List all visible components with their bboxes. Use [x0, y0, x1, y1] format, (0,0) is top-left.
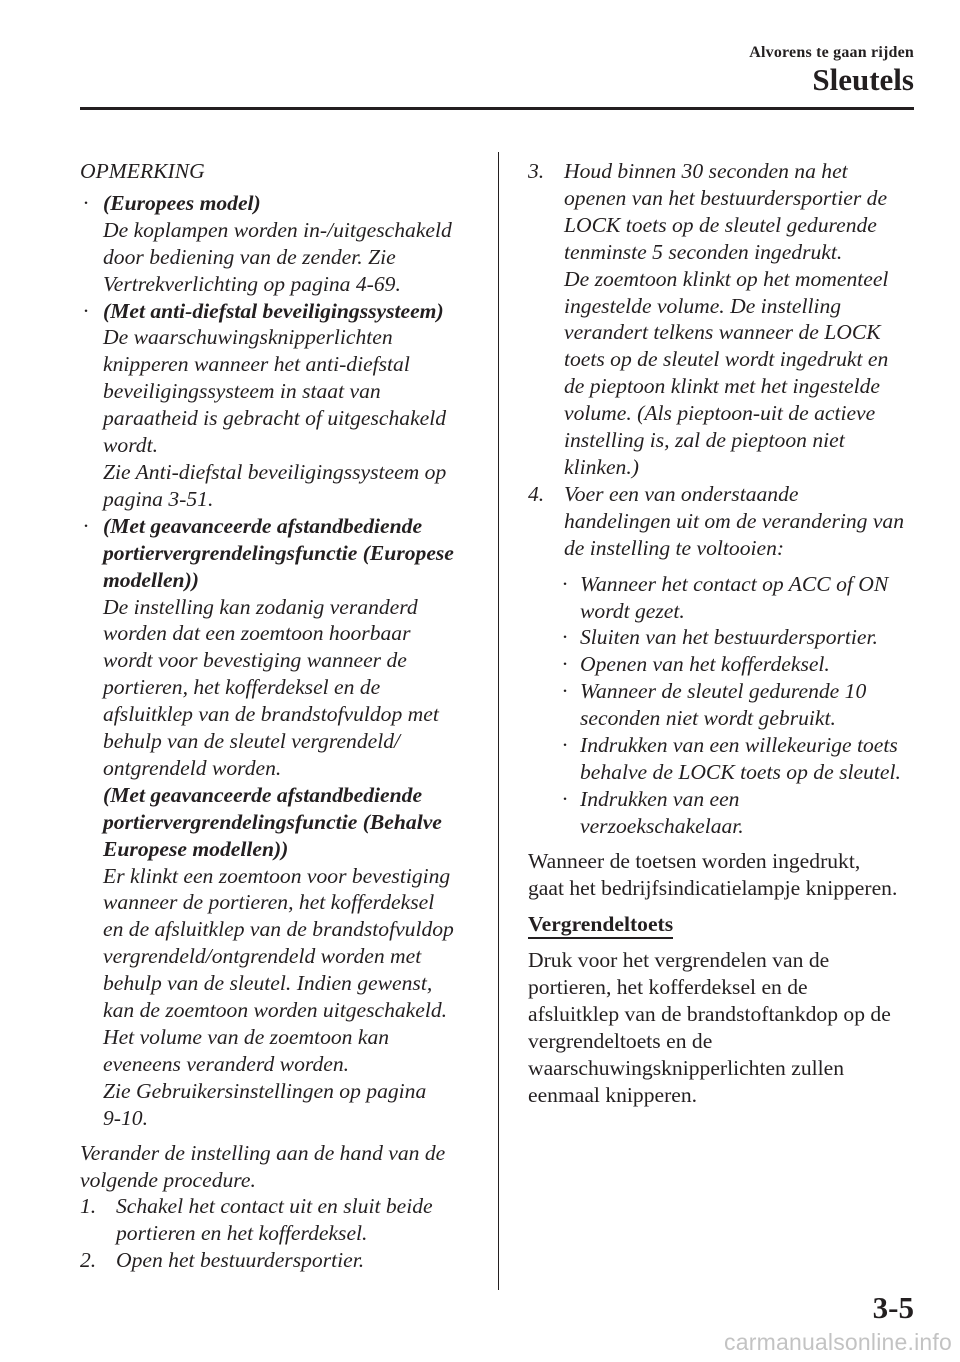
note-line: vergrendeld/ontgrendeld worden met [103, 944, 422, 969]
procedure-step-2 [80, 1247, 475, 1274]
note-line: portieren, het kofferdeksel en de [103, 675, 381, 700]
right-column [528, 158, 924, 1109]
note-line: wordt voor bevestiging wanneer de [103, 648, 407, 673]
paragraph-line: waarschuwingsknipperlichten zullen [528, 1056, 845, 1081]
step-line: volume. (Als pieptoon-uit de actieve [564, 401, 876, 426]
step-line: Voer een van onderstaande [564, 481, 799, 506]
note-line: door bediening van de zender. Zie [103, 244, 396, 269]
list-line: Wanneer de sleutel gedurende 10 [580, 679, 867, 704]
step-line: LOCK toets op de sleutel gedurende [564, 212, 877, 237]
list-line: verzoekschakelaar. [580, 813, 744, 838]
intro-line: Verander de instelling aan de hand van de [80, 1140, 446, 1165]
paragraph-line: Wanneer de toetsen worden ingedrukt, [528, 848, 861, 873]
list-line: Indrukken van een [580, 786, 740, 811]
bullet-dot: · [83, 190, 89, 215]
list-item [528, 732, 924, 786]
paragraph-line: gaat het bedrijfsindicatielampje knipperen. [528, 875, 898, 900]
completion-options-list [528, 571, 924, 840]
note-line: kan de zoemtoon worden uitgeschakeld. [103, 998, 448, 1023]
vergrendeltoets-heading: Vergrendeltoets [528, 912, 673, 939]
note-line: wordt. [103, 433, 158, 458]
note-line: Zie Gebruikersinstellingen op pagina [103, 1078, 427, 1103]
step-line: instelling is, zal de pieptoon niet [564, 428, 845, 453]
bullet-dot: · [562, 679, 568, 704]
note-line: (Met geavanceerde afstandbediende [103, 513, 423, 538]
step-number: 2. [80, 1248, 97, 1273]
step-line: portieren en het kofferdeksel. [116, 1221, 368, 1246]
note-line: (Met anti-diefstal beveiligingssysteem) [103, 298, 444, 323]
procedure-step-3 [528, 158, 924, 481]
paragraph-line: portieren, het kofferdeksel en de [528, 975, 808, 1000]
list-line: Wanneer het contact op ACC of ON [580, 571, 889, 596]
note-bullet-afstandbediening [80, 513, 475, 1132]
procedure-intro [80, 1140, 475, 1194]
column-divider [498, 152, 499, 1290]
note-line: Vertrekverlichting op pagina 4-69. [103, 271, 401, 296]
note-line: De koplampen worden in-/uitgeschakeld [103, 217, 452, 242]
note-bullet-europees-model [80, 190, 475, 298]
step-number: 4. [528, 481, 545, 506]
step-line: de pieptoon klinkt met het ingestelde [564, 374, 881, 399]
note-line: (Met geavanceerde afstandbediende [103, 782, 423, 807]
indicator-paragraph [528, 848, 924, 902]
page-number: 3-5 [872, 1290, 914, 1325]
step-line: Open het bestuurdersportier. [116, 1248, 365, 1273]
step-line: openen van het bestuurdersportier de [564, 185, 888, 210]
list-line: Sluiten van het bestuurdersportier. [580, 625, 878, 650]
note-line: De waarschuwingsknipperlichten [103, 325, 393, 350]
list-line: behalve de LOCK toets op de sleutel. [580, 759, 901, 784]
note-line: behulp van de sleutel vergrendeld/ [103, 729, 401, 754]
note-line: ontgrendeld worden. [103, 755, 282, 780]
step-line: toets op de sleutel wordt ingedrukt en [564, 347, 889, 372]
step-number: 1. [80, 1194, 97, 1219]
bullet-dot: · [83, 513, 89, 538]
left-column [80, 158, 475, 1274]
paragraph-line: eenmaal knipperen. [528, 1083, 698, 1107]
note-line: behulp van de sleutel. Indien gewenst, [103, 971, 433, 996]
note-line: modellen)) [103, 567, 199, 592]
procedure-step-4 [528, 481, 924, 562]
step-line: tenminste 5 seconden ingedrukt. [564, 239, 843, 264]
list-line: wordt gezet. [580, 598, 685, 623]
bullet-dot: · [562, 652, 568, 677]
step-line: klinken.) [564, 454, 639, 479]
note-line: De instelling kan zodanig veranderd [103, 594, 418, 619]
list-line: seconden niet wordt gebruikt. [580, 706, 836, 731]
note-line: afsluitklep van de brandstofvuldop met [103, 702, 439, 727]
note-line: eveneens veranderd worden. [103, 1051, 350, 1076]
note-line: Er klinkt een zoemtoon voor bevestiging [103, 863, 451, 888]
step-line: ingestelde volume. De instelling [564, 293, 842, 318]
intro-line: volgende procedure. [80, 1167, 256, 1192]
note-line: Europese modellen)) [103, 836, 289, 861]
note-line: (Europees model) [103, 190, 261, 215]
list-item [528, 678, 924, 732]
chapter-title: Alvorens te gaan rijden [749, 44, 914, 61]
vergrendeltoets-paragraph [528, 947, 924, 1108]
step-line: handelingen uit om de verandering van [564, 508, 905, 533]
step-number: 3. [528, 159, 545, 183]
bullet-dot: · [562, 733, 568, 758]
step-line: verandert telkens wanneer de LOCK [564, 320, 881, 345]
note-line: pagina 3-51. [103, 486, 214, 511]
step-line: Schakel het contact uit en sluit beide [116, 1194, 433, 1219]
note-line: knipperen wanneer het anti-diefstal [103, 352, 410, 377]
paragraph-line: afsluitklep van de brandstoftankdop op de [528, 1002, 891, 1027]
watermark: carmanualsonline.info [724, 1329, 952, 1355]
note-line: worden dat een zoemtoon hoorbaar [103, 621, 411, 646]
note-line: 9-10. [103, 1105, 148, 1130]
note-bullet-anti-diefstal [80, 298, 475, 513]
bullet-dot: · [562, 625, 568, 650]
bullet-dot: · [562, 571, 568, 596]
header-rule [80, 107, 914, 110]
note-line: beveiligingssysteem in staat van [103, 379, 381, 404]
paragraph-line: Druk voor het vergrendelen van de [528, 948, 830, 973]
list-item [528, 624, 924, 651]
step-line: De zoemtoon klinkt op het momenteel [564, 266, 889, 291]
note-line: paraatheid is gebracht of uitgeschakeld [103, 406, 447, 431]
note-line: portiervergrendelingsfunctie (Behalve [103, 809, 442, 834]
list-line: Indrukken van een willekeurige toets [580, 733, 898, 758]
list-line: Openen van het kofferdeksel. [580, 652, 830, 677]
bullet-dot: · [562, 786, 568, 811]
note-line: en de afsluitklep van de brandstofvuldop [103, 917, 454, 942]
note-line: portiervergrendelingsfunctie (Europese [103, 540, 454, 565]
paragraph-line: vergrendeltoets en de [528, 1029, 713, 1054]
section-title: Sleutels [812, 62, 914, 97]
bullet-dot: · [83, 298, 89, 323]
note-line: Het volume van de zoemtoon kan [103, 1025, 390, 1049]
step-line: de instelling te voltooien: [564, 535, 785, 560]
list-item [528, 651, 924, 678]
note-line: Zie Anti-diefstal beveiligingssysteem op [103, 459, 447, 484]
list-item [528, 571, 924, 625]
note-heading: OPMERKING [80, 159, 205, 183]
list-item [528, 786, 924, 840]
note-line: wanneer de portieren, het kofferdeksel [103, 890, 435, 915]
procedure-step-1 [80, 1193, 475, 1247]
step-line: Houd binnen 30 seconden na het [564, 159, 848, 183]
